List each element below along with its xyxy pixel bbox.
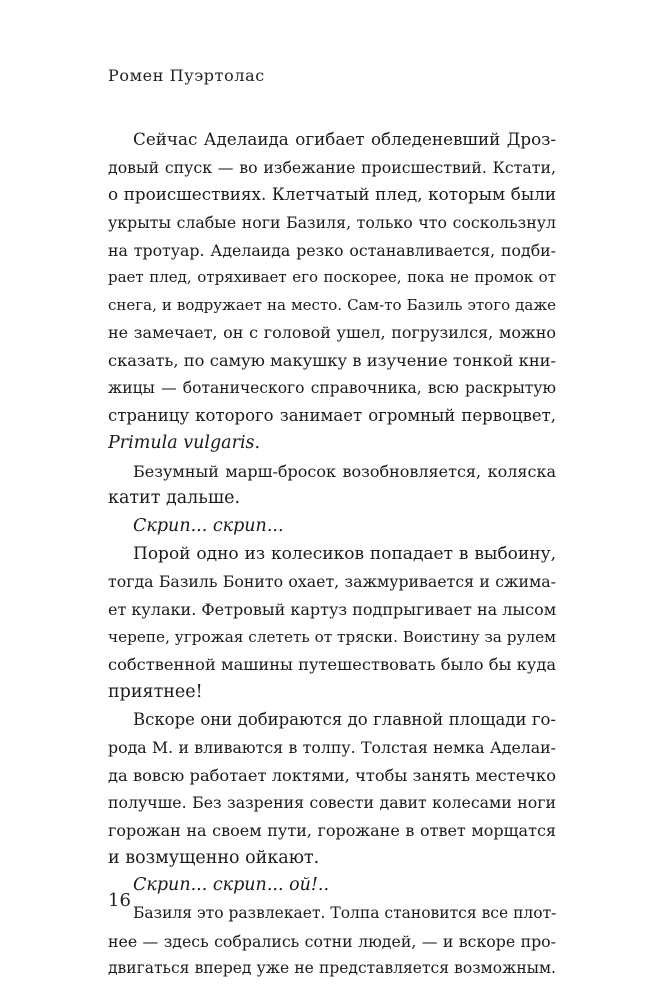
text-line: жицы — ботанического справочника, всю раскрытую (108, 378, 556, 397)
text-line: на тротуар. Аделаида резко останавливается, подби- (108, 240, 556, 260)
text-line: Базиля это развлекает. Толпа становится все плот- (133, 903, 556, 922)
text-line: Безумный марш-бросок возобновляется, коляска (133, 461, 556, 481)
text-line: не замечает, он с головой ушел, погрузился, можно (108, 323, 556, 343)
running-head-author: Ромен Пуэртолас (108, 66, 265, 85)
text-line-italic: Primula vulgaris. (108, 433, 261, 454)
text-line: черепе, угрожая слететь от тряски. Воистину за рулем (108, 627, 556, 646)
text-line: ет кулаки. Фетровый картуз подпрыгивает на лысом (108, 599, 556, 619)
text-line: приятнее! (108, 681, 203, 702)
text-line: получше. Без зазрения совести давит колесами ноги (108, 793, 556, 813)
text-line: рает плед, отряхивает его поскорее, пока не промок от (108, 268, 556, 287)
text-line-italic: Скрип... скрип... ой!.. (133, 875, 330, 896)
text-line: горожан на своем пути, горожане в ответ морщатся (108, 821, 556, 841)
text-line: тогда Базиль Бонито охает, зажмуривается и сжима- (108, 572, 556, 592)
text-line: Сейчас Аделаида огибает обледеневший Дроз- (133, 129, 556, 149)
page-number: 16 (108, 890, 131, 911)
text-line: довый спуск — во избежание происшествий. Кстати, (108, 157, 556, 177)
text-line: собственной машины путешествовать было бы куда (108, 655, 556, 675)
text-line: снега, и водружает на место. Сам-то Базиль этого даже (108, 295, 556, 314)
text-line-italic: Скрип... скрип... (133, 515, 284, 536)
body-text (108, 126, 556, 983)
text-line: да вовсю работает локтями, чтобы занять местечко (108, 765, 556, 785)
text-line: Порой одно из колесиков попадает в выбоину, (133, 543, 556, 564)
text-line: Вскоре они добираются до главной площади го- (133, 710, 556, 730)
text-line: укрыты слабые ноги Базиля, только что соскользнул (108, 212, 556, 232)
text-line: двигаться вперед уже не представляется возможным. (108, 959, 556, 978)
text-line: нее — здесь собрались сотни людей, — и вскоре про- (108, 931, 556, 951)
text-line: страницу которого занимает огромный первоцвет, (108, 406, 556, 426)
text-line: катит дальше. (108, 488, 241, 509)
text-line: рода М. и вливаются в толпу. Толстая немка Аделаи- (108, 738, 556, 758)
text-line: и возмущенно ойкают. (108, 847, 320, 868)
text-line: сказать, по самую макушку в изучение тонкой кни- (108, 351, 556, 371)
text-line: о происшествиях. Клетчатый плед, которым были (108, 184, 556, 205)
